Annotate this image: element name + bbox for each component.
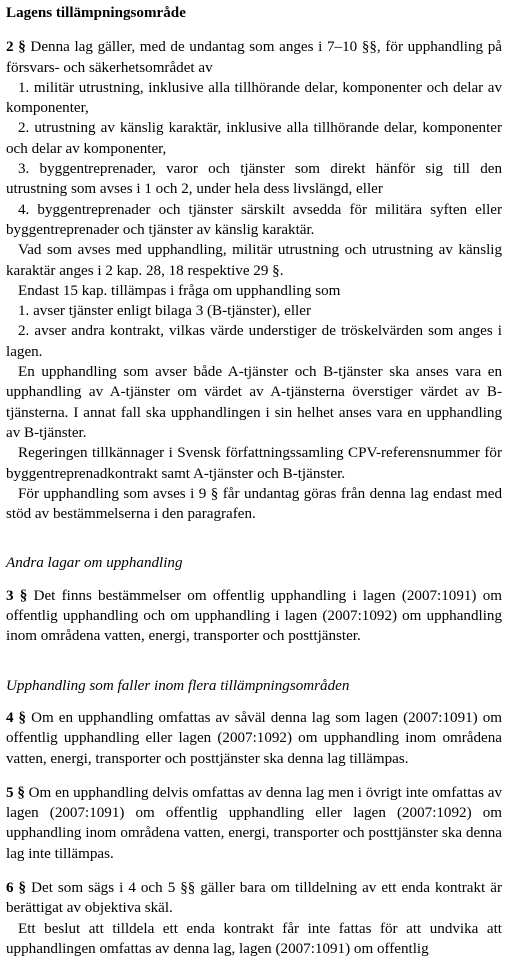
spacer bbox=[6, 574, 502, 586]
section-number-5: 5 § bbox=[6, 784, 25, 801]
spacer bbox=[6, 647, 502, 676]
list-item-2-2: 2. utrustning av känslig karaktär, inklusive alla tillhörande delar, komponenter och delar av komponenter, bbox=[6, 120, 502, 157]
paragraph-5-text: Om en upphandling delvis omfattas av denna lag men i övrigt inte omfattas av lagen (2007:1091) om offentlig upphandling eller lagen (2007:1092) om upphandling inom områdena vatten, energi, transporter och posttjänster ska denna lag inte tillämpas. bbox=[6, 784, 502, 862]
spacer bbox=[6, 769, 502, 783]
paragraph-exception-9: För upphandling som avses i 9 § får undantag göras från denna lag endast med stöd av bestämmelserna i den paragrafen. bbox=[6, 485, 502, 523]
paragraph-6-text: Det som sägs i 4 och 5 §§ gäller bara om tilldelning av ett enda kontrakt är berättigat av objektiva skäl. bbox=[6, 879, 502, 917]
heading-multiple-areas: Upphandling som faller inom flera tillämpningsområden bbox=[6, 677, 350, 694]
paragraph-2-intro bbox=[6, 37, 502, 78]
list-item-ch15-1: 1. avser tjänster enligt bilaga 3 (B-tjänster), eller bbox=[18, 303, 311, 320]
paragraph-6 bbox=[6, 878, 502, 919]
section-title: Lagens tillämpningsområde bbox=[6, 5, 186, 21]
paragraph-government-cpv: Regeringen tillkännager i Svensk författningssamling CPV-referensnummer för byggentreprenadkontrakt samt A-tjänster och B-tjänster. bbox=[6, 445, 502, 482]
section-number-3: 3 § bbox=[6, 587, 28, 604]
list-item-2-1: 1. militär utrustning, inklusive alla tillhörande delar, komponenter och delar av komponenter, bbox=[6, 79, 502, 117]
paragraph-mixed-services: En upphandling som avser både A-tjänster och B-tjänster ska anses vara en upphandling av A-tjänster om värdet av A-tjänsterna överstiger värdet av B-tjänsterna. I annat fall ska upphandlingen i sin helhet anses vara en upphandling av B-tjänster. bbox=[6, 364, 502, 441]
paragraph-chapter15-intro: Endast 15 kap. tillämpas i fråga om upphandling som bbox=[18, 282, 341, 299]
section-number-2: 2 § bbox=[6, 39, 26, 56]
section-number-6: 6 § bbox=[6, 879, 27, 896]
paragraph-5 bbox=[6, 783, 502, 864]
section-number-4: 4 § bbox=[6, 709, 27, 726]
spacer bbox=[6, 696, 502, 708]
paragraph-4-text: Om en upphandling omfattas av såväl denna lag som lagen (2007:1091) om offentlig upphandling eller lagen (2007:1092) om upphandling inom områdena vatten, energi, transporter och posttjänster ska denna lag tillämpas. bbox=[6, 709, 502, 767]
paragraph-3-text: Det finns bestämmelser om offentlig upphandling i lagen (2007:1091) om offentlig upphandling och om upphandling i lagen (2007:1092) om upphandling inom områdena vatten, energi, transporter och posttjänster. bbox=[6, 587, 502, 645]
spacer bbox=[6, 864, 502, 878]
spacer bbox=[6, 524, 502, 553]
list-item-2-3: 3. byggentreprenader, varor och tjänster som direkt hänför sig till den utrustning som avses i 1 och 2, under hela dess livslängd, eller bbox=[6, 161, 502, 198]
paragraph-3 bbox=[6, 586, 502, 647]
heading-other-laws: Andra lagar om upphandling bbox=[6, 555, 183, 572]
paragraph-4 bbox=[6, 708, 502, 769]
list-item-ch15-2: 2. avser andra kontrakt, vilkas värde understiger de tröskelvärden som anges i lagen. bbox=[6, 323, 502, 360]
paragraph-6-second: Ett beslut att tilldela ett enda kontrakt får inte fattas för att undvika att upphandlingen omfattas av denna lag, lagen (2007:1091) om offentlig bbox=[6, 920, 502, 957]
paragraph-definitions: Vad som avses med upphandling, militär utrustning och utrustning av känslig karaktär anges i 2 kap. 28, 18 respektive 29 §. bbox=[6, 242, 502, 279]
list-item-2-4: 4. byggentreprenader och tjänster särskilt avsedda för militära syften eller byggentreprenader och tjänster av känslig karaktär. bbox=[6, 201, 502, 238]
paragraph-2-intro-text: Denna lag gäller, med de undantag som anges i 7–10 §§, för upphandling på försvars- och säkerhetsområdet av bbox=[6, 39, 502, 76]
